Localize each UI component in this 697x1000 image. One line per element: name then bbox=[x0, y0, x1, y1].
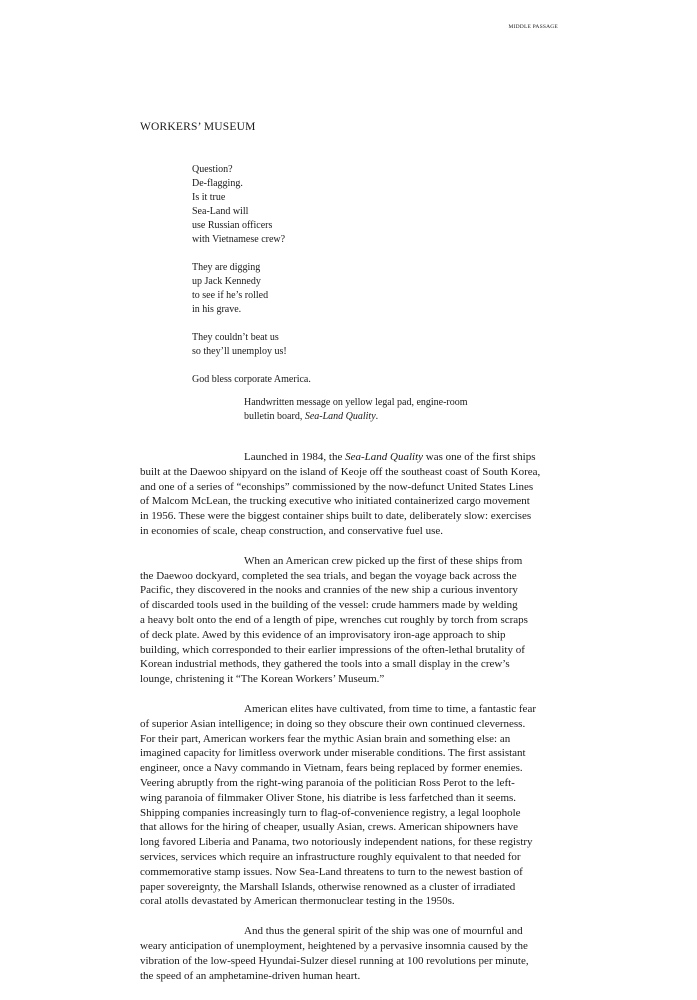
paragraph-line: services, services which require an infrastructure roughly equivalent to that needed for bbox=[140, 850, 521, 863]
poem-line: up Jack Kennedy bbox=[192, 276, 261, 287]
paragraph-line bbox=[140, 450, 560, 465]
paragraph-line: And thus the general spirit of the ship was one of mournful and bbox=[244, 925, 523, 938]
body-text bbox=[140, 450, 560, 998]
poem-line: use Russian officers bbox=[192, 220, 273, 231]
paragraph-line: paper sovereignty, the Marshall Islands, otherwise renowned as a cluster of irradiated bbox=[140, 880, 516, 893]
paragraph-line: built at the Daewoo shipyard on the island of Keoje off the southeast coast of South Korea, bbox=[140, 465, 541, 478]
paragraph-line: When an American crew picked up the first of these ships from bbox=[244, 554, 523, 567]
paragraph-line: the speed of an amphetamine-driven human heart. bbox=[140, 969, 361, 982]
paragraph-line: Korean industrial methods, they gathered the tools into a small display in the crew’s bbox=[140, 658, 510, 671]
paragraph-line: long favored Liberia and Panama, two notoriously independent nations, for these registry bbox=[140, 836, 533, 849]
poem-line: so they’ll unemploy us! bbox=[192, 346, 287, 357]
text-run: was one of the first ships bbox=[423, 451, 536, 463]
paragraph-line: and one of a series of “econships” commissioned by the now-defunct United States Lines bbox=[140, 480, 534, 493]
paragraph-line: For their part, American workers fear the mythic Asian brain and something else: an bbox=[140, 732, 511, 745]
paragraph-line: Shipping companies increasingly turn to flag-of-convenience registry, a legal loophole bbox=[140, 806, 521, 819]
paragraph-line: of discarded tools used in the building of the vessel: crude hammers made by welding bbox=[140, 599, 518, 612]
poem-line: Is it true bbox=[192, 192, 226, 203]
paragraph-line: of deck plate. Awed by this evidence of an improvisatory iron-age approach to ship bbox=[140, 628, 506, 641]
paragraph-line: of superior Asian intelligence; in doing so they obscure their own continued cleverness. bbox=[140, 717, 526, 730]
paragraph-line: commemorative stamp issues. Now Sea-Land threatens to turn to the newest bastion of bbox=[140, 865, 523, 878]
paragraph-line: lounge, christening it “The Korean Workers’ Museum.” bbox=[140, 673, 385, 686]
poem-line: Question? bbox=[192, 164, 233, 175]
poem-stanza bbox=[192, 331, 311, 359]
paragraph-line: coral atolls devastated by American thermonuclear testing in the 1950s. bbox=[140, 895, 455, 908]
paragraph-line: vibration of the low-speed Hyundai-Sulzer diesel running at 100 revolutions per minute, bbox=[140, 954, 529, 967]
paragraph bbox=[140, 450, 560, 539]
paragraph-line: in economies of scale, cheap construction, and conservative fuel use. bbox=[140, 524, 443, 537]
poem-line: They couldn’t beat us bbox=[192, 332, 279, 343]
section-title: WORKERS’ MUSEUM bbox=[140, 121, 256, 133]
poem-line: De-flagging. bbox=[192, 178, 243, 189]
paragraph bbox=[140, 924, 560, 983]
poem-line: with Vietnamese crew? bbox=[192, 234, 286, 245]
epigraph-caption bbox=[244, 396, 468, 424]
caption-line bbox=[244, 410, 468, 424]
poem-line: Sea-Land will bbox=[192, 206, 249, 217]
paragraph-line: a heavy bolt onto the end of a length of pipe, wrenches cut roughly by torch from scraps bbox=[140, 613, 528, 626]
caption-text: . bbox=[375, 411, 379, 422]
poem-stanza bbox=[192, 163, 311, 247]
poem-line: in his grave. bbox=[192, 304, 242, 315]
paragraph-line: that allows for the hiring of cheaper, usually Asian, crews. American shipowners have bbox=[140, 821, 519, 834]
paragraph-line: in 1956. These were the biggest container ships built to date, deliberately slow: exercises bbox=[140, 510, 532, 523]
paragraph-line: of Malcom McLean, the trucking executive who initiated containerized cargo movement bbox=[140, 495, 530, 508]
paragraph-line: imagined capacity for limitless overwork under miserable conditions. The first assistant bbox=[140, 747, 526, 760]
running-head: MIDDLE PASSAGE bbox=[508, 24, 558, 30]
text-run: Launched in 1984, the bbox=[244, 451, 346, 463]
paragraph-line: the Daewoo dockyard, completed the sea trials, and began the voyage back across the bbox=[140, 569, 517, 582]
paragraph-line: Veering abruptly from the right-wing paranoia of the politician Ross Perot to the left- bbox=[140, 776, 515, 789]
poem-line: to see if he’s rolled bbox=[192, 290, 269, 301]
paragraph-line: building, which corresponded to their earlier impressions of the often-lethal brutality of bbox=[140, 643, 525, 656]
paragraph-line: wing paranoia of filmmaker Oliver Stone, his diatribe is less farfetched than it seems. bbox=[140, 791, 517, 804]
paragraph-line: American elites have cultivated, from time to time, a fantastic fear bbox=[244, 702, 536, 715]
paragraph-line: engineer, once a Navy commando in Vietnam, fears being replaced by former enemies. bbox=[140, 762, 523, 775]
ship-name-italic: Sea-Land Quality bbox=[345, 451, 424, 463]
poem-line: They are digging bbox=[192, 262, 261, 273]
ship-name-italic: Sea-Land Quality bbox=[304, 411, 376, 422]
epigraph-poem bbox=[192, 163, 311, 401]
paragraph-line: Pacific, they discovered in the nooks and crannies of the new ship a curious inventory bbox=[140, 584, 518, 597]
paragraph-line: weary anticipation of unemployment, heightened by a pervasive insomnia caused by the bbox=[140, 939, 528, 952]
paragraph bbox=[140, 702, 560, 909]
caption-text: bulletin board, bbox=[244, 411, 305, 422]
poem-line: God bless corporate America. bbox=[192, 374, 311, 385]
poem-stanza bbox=[192, 373, 311, 387]
poem-stanza bbox=[192, 261, 311, 317]
paragraph bbox=[140, 554, 560, 687]
caption-line: Handwritten message on yellow legal pad, engine-room bbox=[244, 397, 468, 408]
